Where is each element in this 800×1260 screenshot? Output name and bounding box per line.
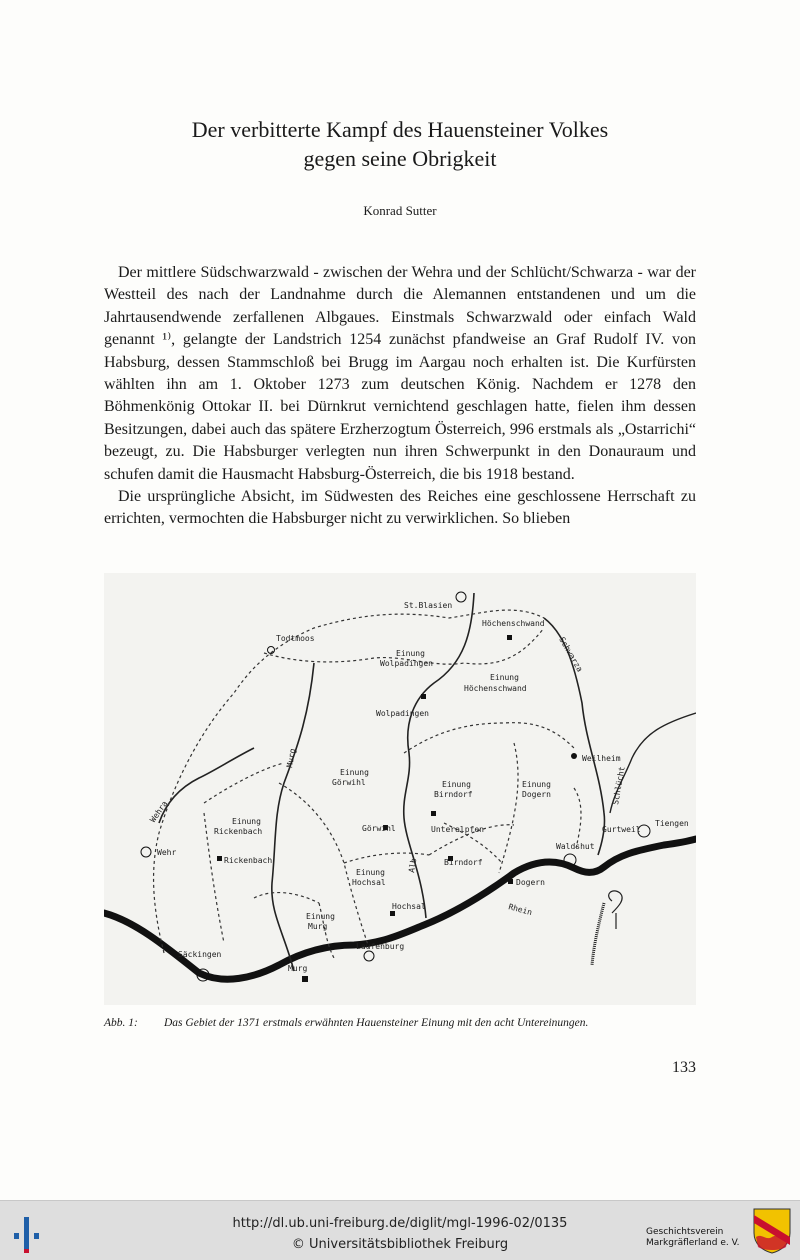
label-laufenburg: Laufenburg — [356, 942, 405, 951]
label-todtmoos: Todtmoos — [276, 634, 315, 643]
north-arrow-icon — [609, 891, 622, 929]
label-gurtweil: Gurtweil — [602, 825, 641, 834]
label-birndorf-town: Birndorf — [444, 858, 483, 867]
caption-number: Abb. 1: — [104, 1017, 138, 1029]
figure-caption — [104, 1017, 704, 1029]
label-einung-hoechenschwand: Einung — [490, 673, 519, 682]
society-line-1: Geschichtsverein — [646, 1227, 724, 1237]
footer-bar — [0, 1200, 800, 1260]
label-murg-river: Murg — [285, 747, 298, 769]
paragraph-1: Der mittlere Südschwarzwald - zwischen der Wehra und der Schlücht/Schwarza - war der Westteil des nach der Landnahme durch die Alemannen entstandenen und um die Jahrtausendwende zerfallenen Albgaues. Einstmals Schwarzwald oder einfach Wald genannt ¹⁾, gelangte der Landstrich 1254 zunächst pfandweise an Graf Rudolf IV. von Habsburg, dessen Stammschloß bei Brugg im Aargau noch erhalten ist. Die Kurfürsten wählten ihn am 1. Oktober 1273 zum deutschen König. Nachdem er 1278 den Böhmenkönig Ottokar II. bei Dürnkrut vernichtend geschlagen hatte, fielen ihm dessen Besitzungen, dabei auch das spätere Erzherzogtum Österreich, 996 erstmals als „Ostarrichi“ bezeugt, zu. Die Habsburger verlegten nun ihren Schwerpunkt in den Donauraum und schufen damit die Hausmacht Habsburg-Österreich, die bis 1918 bestand. — [104, 264, 696, 483]
society-name — [646, 1227, 739, 1249]
label-st-blasien: St.Blasien — [404, 601, 453, 610]
page-number: 133 — [672, 1059, 696, 1076]
article-author: Konrad Sutter — [363, 203, 437, 218]
label-wehra: Wehra — [148, 799, 170, 825]
ub-freiburg-logo-icon — [12, 1211, 42, 1255]
label-birndorf-region: Birndorf — [434, 790, 473, 799]
article-body — [104, 262, 696, 531]
label-goerwihl-region: Görwihl — [332, 778, 366, 787]
label-rickenbach-town: Rickenbach — [224, 856, 273, 865]
label-rhein: Rhein — [507, 902, 534, 918]
label-dogern-region: Dogern — [522, 790, 551, 799]
society-crest-icon — [752, 1207, 792, 1255]
label-saeckingen: Säckingen — [178, 950, 222, 959]
label-hochsal-region: Hochsal — [352, 878, 386, 887]
label-einung-murg: Einung — [306, 912, 335, 921]
wehra-river — [159, 748, 254, 823]
paragraph-2: Die ursprüngliche Absicht, im Südwesten des Reiches eine geschlossene Herrschaft zu errichten, vermochten die Habsburger nicht zu verwirklichen. So blieben — [104, 488, 696, 528]
label-einung-hochsal: Einung — [356, 868, 385, 877]
label-tiengen: Tiengen — [655, 819, 689, 828]
label-hoechenschwand-region: Höchenschwand — [464, 684, 527, 693]
label-dogern-town: Dogern — [516, 878, 545, 887]
label-einung-goerwihl: Einung — [340, 768, 369, 777]
label-weilheim: Weilheim — [582, 754, 621, 763]
label-wolpadingen-region: Wolpadingen — [380, 659, 433, 668]
caption-text: Das Gebiet der 1371 erstmals erwähnten Hauensteiner Einung mit den acht Untereinungen. — [164, 1017, 589, 1029]
label-einung-rickenbach: Einung — [232, 817, 261, 826]
copyright-notice: © Universitätsbibliothek Freiburg — [291, 1237, 509, 1252]
label-einung-dogern: Einung — [522, 780, 551, 789]
title-line-2: gegen seine Obrigkeit — [303, 146, 497, 171]
label-einung-wolpadingen: Einung — [396, 649, 425, 658]
schwarza-river — [610, 713, 696, 813]
label-unteralpfen: Unteralpfen — [431, 825, 484, 834]
label-waldshut: Waldshut — [556, 842, 595, 851]
article-title — [100, 115, 700, 173]
label-schwarza: Schwarza — [557, 635, 585, 674]
label-murg-region: Murg — [308, 922, 328, 931]
label-wehr: Wehr — [157, 848, 177, 857]
title-line-1: Der verbitterte Kampf des Hauensteiner Volkes — [191, 117, 609, 142]
label-goerwihl-town: Görwihl — [362, 824, 396, 833]
label-rickenbach-region: Rickenbach — [214, 827, 263, 836]
label-alb: Alb — [407, 857, 419, 874]
hauenstein-map — [104, 573, 696, 1005]
label-hochsal-town: Hochsal — [392, 902, 426, 911]
label-murg-town: Murg — [288, 964, 308, 973]
document-url[interactable]: http://dl.ub.uni-freiburg.de/diglit/mgl-1996-02/0135 — [232, 1216, 568, 1231]
aare-river — [592, 903, 604, 965]
map-figure — [104, 573, 696, 1005]
society-line-2: Markgräflerland e. V. — [646, 1238, 740, 1248]
map-labels — [148, 601, 689, 973]
label-wolpadingen-town: Wolpadingen — [376, 709, 429, 718]
label-einung-birndorf: Einung — [442, 780, 471, 789]
label-hoechenschwand-town: Höchenschwand — [482, 619, 545, 628]
label-schluecht: Schlücht — [611, 765, 627, 806]
